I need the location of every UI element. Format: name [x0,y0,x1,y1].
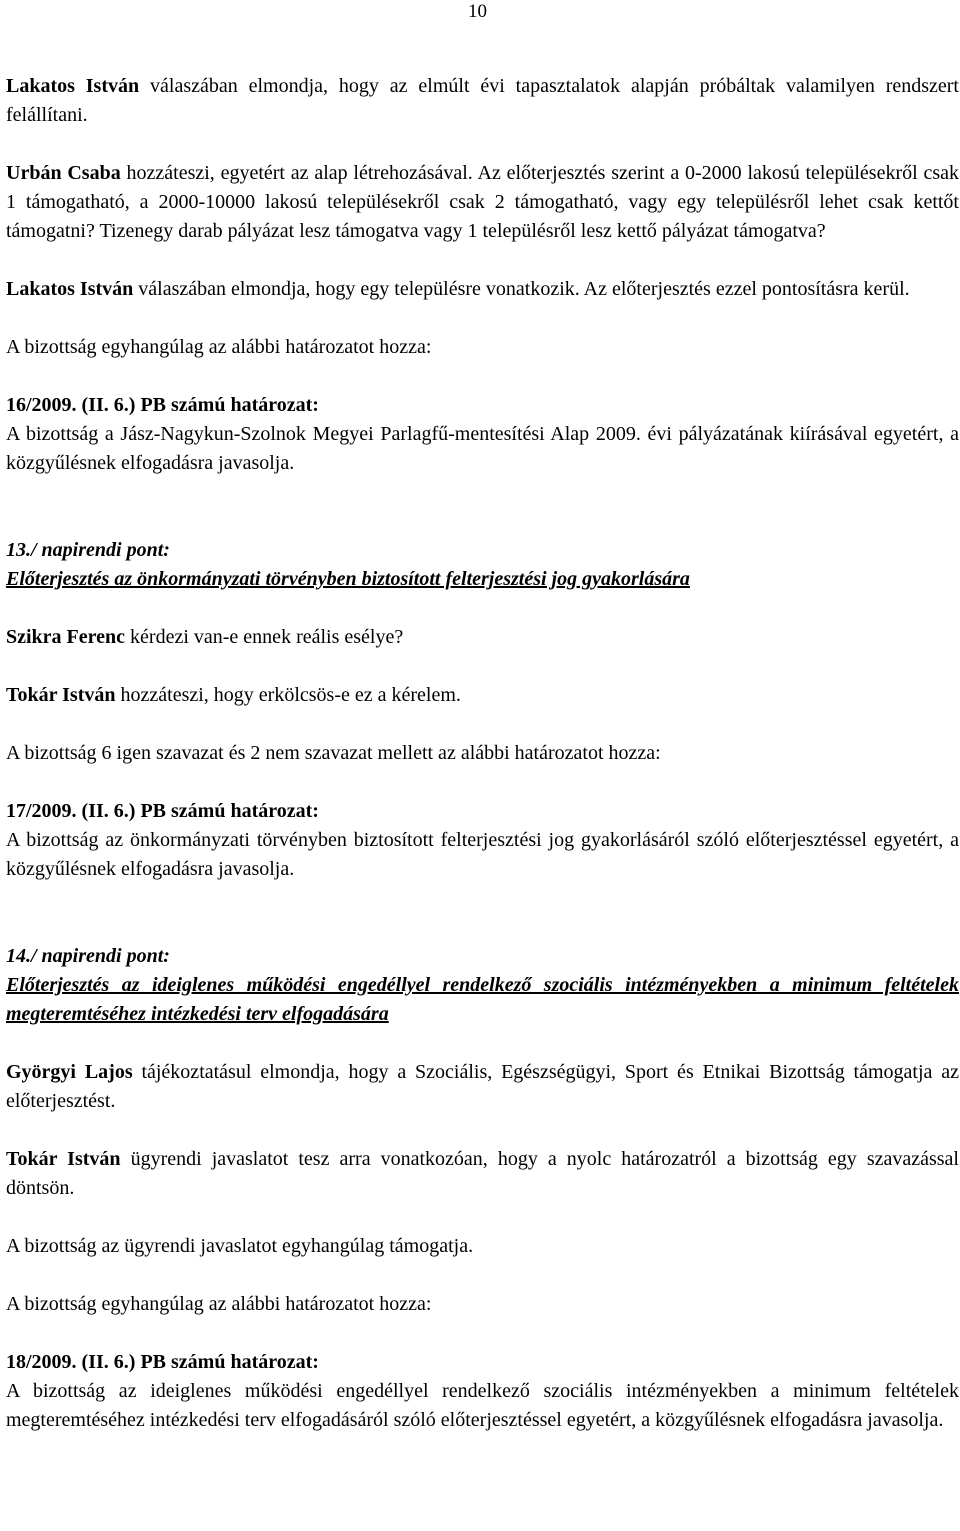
speaker-name: Tokár István [6,684,116,706]
resolution-16-text: A bizottság a Jász-Nagykun-Szolnok Megyei Parlagfű-mentesítési Alap 2009. évi pályázatának kiírásával egyetért, a közgyűlésnek elfogadásra javasolja. [6,423,959,474]
speaker-name: Györgyi Lajos [6,1061,133,1083]
resolution-17-title: 17/2009. (II. 6.) PB számú határozat: [6,800,319,822]
paragraph-text: hozzáteszi, egyetért az alap létrehozásával. Az előterjesztés szerint a 0-2000 lakosú településekről csak 1 támogatható, a 2000-10000 lakosú településekről csak 2 támogatható, vagy egy településről lehet csak kettőt támogatni? Tizenegy darab pályázat lesz támogatva vagy 1 településről lesz kettő pályázat támogatva? [6,162,959,242]
agenda-item-13-title: Előterjesztés az önkormányzati törvényben biztosított felterjesztési jog gyakorlására [6,568,690,590]
paragraph-gyorgyi [6,1058,959,1116]
paragraph-lakatos-2 [6,275,959,304]
vote-statement: A bizottság 6 igen szavazat és 2 nem szavazat mellett az alábbi határozatot hozza: [6,742,661,764]
page-number: 10 [468,1,487,22]
agenda-item-14-title: Előterjesztés az ideiglenes működési engedéllyel rendelkező szociális intézményekben a minimum feltételek megteremtéséhez intézkedési terv elfogadására [6,974,959,1025]
paragraph-text: válaszában elmondja, hogy az elmúlt évi tapasztalatok alapján próbáltak valamilyen rendszert felállítani. [6,75,959,126]
agenda-item-14-number: 14./ napirendi pont: [6,945,170,967]
paragraph-tokar-1 [6,681,959,710]
paragraph-urban [6,159,959,246]
resolution-16-title: 16/2009. (II. 6.) PB számú határozat: [6,394,319,416]
paragraph-tokar-2 [6,1145,959,1203]
procedural-vote-statement: A bizottság az ügyrendi javaslatot egyhangúlag támogatja. [6,1235,474,1257]
vote-statement: A bizottság egyhangúlag az alábbi határozatot hozza: [6,336,432,358]
paragraph-lakatos-1 [6,72,959,130]
resolution-18-text: A bizottság az ideiglenes működési engedéllyel rendelkező szociális intézményekben a minimum feltételek megteremtéséhez intézkedési terv elfogadásáról szóló előterjesztéssel egyetért, a közgyűlésnek elfogadásra javasolja. [6,1380,959,1431]
paragraph-text: kérdezi van-e ennek reális esélye? [125,626,404,648]
paragraph-text: válaszában elmondja, hogy egy településre vonatkozik. Az előterjesztés ezzel pontosításra kerül. [133,278,910,300]
speaker-name: Urbán Csaba [6,162,121,184]
paragraph-text: tájékoztatásul elmondja, hogy a Szociális, Egészségügyi, Sport és Etnikai Bizottság támogatja az előterjesztést. [6,1061,959,1112]
vote-statement: A bizottság egyhangúlag az alábbi határozatot hozza: [6,1293,432,1315]
paragraph-text: hozzáteszi, hogy erkölcsös-e ez a kérelem. [115,684,461,706]
document-body [6,72,959,1435]
speaker-name: Szikra Ferenc [6,626,126,648]
speaker-name: Lakatos István [6,75,140,97]
speaker-name: Tokár István [6,1148,121,1170]
resolution-17-text: A bizottság az önkormányzati törvényben biztosított felterjesztési jog gyakorlásáról szóló előterjesztéssel egyetért, a közgyűlésnek elfogadásra javasolja. [6,829,959,880]
speaker-name: Lakatos István [6,278,134,300]
agenda-item-13-number: 13./ napirendi pont: [6,539,170,561]
paragraph-text: ügyrendi javaslatot tesz arra vonatkozóan, hogy a nyolc határozatról a bizottság egy szavazással döntsön. [6,1148,959,1199]
paragraph-szikra [6,623,959,652]
resolution-18-title: 18/2009. (II. 6.) PB számú határozat: [6,1351,319,1373]
